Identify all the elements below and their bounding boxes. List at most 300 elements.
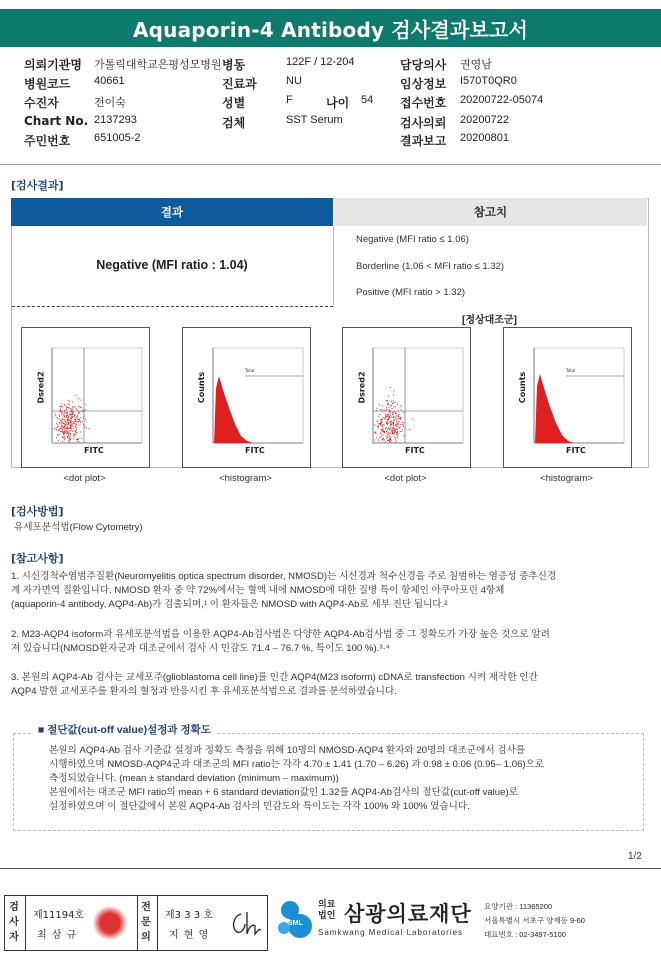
scatter-dot [61, 403, 62, 404]
scatter-dot [78, 413, 79, 414]
scatter-dot [78, 406, 79, 407]
scatter-dot [72, 409, 73, 410]
org-english: Samkwang Medical Laboratories [318, 928, 464, 937]
age-value: 54 [361, 94, 374, 106]
scatter-dot [403, 435, 404, 436]
scatter-dot [395, 402, 396, 403]
scatter-dot [387, 436, 388, 437]
sig-divider-2 [137, 896, 138, 950]
scatter-dot [82, 421, 83, 422]
scatter-dot [376, 408, 377, 409]
scatter-dot [86, 428, 87, 429]
scatter-dot [385, 414, 386, 415]
scatter-dot [74, 406, 75, 407]
receipt-label: 접수번호 [400, 96, 447, 110]
scatter-dot [380, 424, 381, 425]
scatter-dot [395, 417, 396, 418]
scatter-dot [60, 420, 61, 421]
scatter-dot [381, 423, 382, 424]
scatter-dot [75, 414, 76, 415]
id-label: 주민번호 [24, 134, 71, 148]
scatter-dot [73, 435, 74, 436]
scatter-dot [381, 434, 382, 435]
scatter-dot [391, 417, 392, 418]
scatter-dot [70, 408, 71, 409]
scatter-dot [398, 411, 399, 412]
reference-positive: Positive (MFI ratio > 1.32) [356, 287, 466, 298]
scatter-dot [399, 427, 400, 428]
hospital-code-label: 병원코드 [24, 77, 71, 91]
plot3-ylabel: Dsred2 [357, 371, 367, 404]
scatter-dot [389, 414, 390, 415]
scatter-dot [377, 420, 378, 421]
scatter-dot [398, 415, 399, 416]
method-section-title: [검사방법] [11, 505, 64, 518]
scatter-dot [400, 431, 401, 432]
plot4-xlabel: FITC [566, 446, 586, 455]
scatter-dot [388, 428, 389, 429]
scatter-dot [397, 437, 398, 438]
scatter-dot [401, 406, 402, 407]
scatter-dot [74, 406, 75, 407]
scatter-dot [71, 410, 72, 411]
header-divider [0, 164, 661, 165]
report-label: 결과보고 [400, 134, 447, 148]
scatter-dot [391, 436, 392, 437]
scatter-dot [56, 429, 57, 430]
scatter-dot [383, 435, 384, 436]
scatter-dot [394, 420, 395, 421]
scatter-dot [386, 409, 387, 410]
sex-label: 성별 [222, 96, 246, 110]
scatter-dot [388, 419, 389, 420]
scatter-dot [71, 417, 72, 418]
scatter-dot [388, 409, 389, 410]
scatter-dot [78, 412, 79, 413]
chart-value: 2137293 [94, 114, 137, 126]
note1-line3: (aquaporin-4 antibody, AQP4-Ab)가 검출되며,¹ 이 환자들은 NMOSD with AQP4-Ab로 세부 진단 됩니다.² [11, 599, 448, 610]
scatter-dot [398, 414, 399, 415]
scatter-dot [395, 442, 396, 443]
request-value: 20200722 [460, 114, 509, 126]
scatter-dot [387, 404, 388, 405]
scatter-dot [62, 426, 63, 427]
scatter-dot [67, 418, 68, 419]
scatter-dot [381, 429, 382, 430]
scatter-dot [393, 428, 394, 429]
scatter-dot [386, 407, 387, 408]
scatter-dot [66, 413, 67, 414]
scatter-dot [55, 413, 56, 414]
scatter-dot [390, 438, 391, 439]
scatter-dot [64, 416, 65, 417]
report-value: 20200801 [460, 132, 509, 144]
scatter-dot [64, 410, 65, 411]
scatter-dot [73, 411, 74, 412]
scatter-dot [75, 424, 76, 425]
scatter-dot [395, 431, 396, 432]
result-dash-line [12, 306, 333, 307]
scatter-dot [74, 416, 75, 417]
scatter-dot [404, 422, 405, 423]
note-2 [11, 628, 651, 656]
clinical-value: I570T0QR0 [460, 75, 517, 87]
scatter-dot [386, 422, 387, 423]
scatter-dot [377, 421, 378, 422]
scatter-dot [76, 432, 77, 433]
scatter-dot [390, 412, 391, 413]
scatter-dot [84, 427, 85, 428]
scatter-dot [72, 426, 73, 427]
plot4-ylabel: Counts [518, 371, 528, 404]
scatter-dot [377, 426, 378, 427]
scatter-dot [75, 430, 76, 431]
scatter-dot [389, 430, 390, 431]
cutoff-text [49, 744, 644, 814]
scatter-dot [70, 422, 71, 423]
scatter-dot [59, 416, 60, 417]
scatter-dot [64, 430, 65, 431]
scatter-dot [391, 405, 392, 406]
scatter-dot [390, 421, 391, 422]
scatter-dot [72, 401, 73, 402]
scatter-dot [83, 418, 84, 419]
scatter-dot [384, 410, 385, 411]
specimen-label: 검체 [222, 116, 246, 130]
scatter-dot [395, 429, 396, 430]
scatter-dot [393, 427, 394, 428]
cutoff-line3: 측정되었습니다. (mean ± standard deviation (minimum – maximum)) [49, 773, 339, 784]
scatter-dot [81, 411, 82, 412]
scatter-dot [80, 406, 81, 407]
scatter-dot [392, 414, 393, 415]
cutoff-title: ■ 절단값(cut-off value)설정과 정확도 [32, 722, 217, 737]
ward-value: 122F / 12-204 [286, 56, 355, 68]
scatter-dot [382, 431, 383, 432]
scatter-dot [59, 429, 60, 430]
table-divider [333, 226, 334, 306]
scatter-dot [401, 409, 402, 410]
scatter-dot [69, 441, 70, 442]
scatter-dot [389, 429, 390, 430]
scatter-dot [386, 427, 387, 428]
scatter-dot [402, 424, 403, 425]
scatter-dot [70, 430, 71, 431]
scatter-dot [65, 421, 66, 422]
scatter-dot [54, 428, 55, 429]
scatter-dot [391, 431, 392, 432]
scatter-dot [391, 420, 392, 421]
scatter-dot [67, 420, 68, 421]
scatter-dot [73, 421, 74, 422]
scatter-dot [75, 434, 76, 435]
scatter-dot [63, 432, 64, 433]
scatter-dot [383, 424, 384, 425]
scatter-dot [72, 417, 73, 418]
scatter-dot [390, 387, 391, 388]
scatter-dot [58, 440, 59, 441]
scatter-dot [402, 422, 403, 423]
contact-line3: 대표번호 : 02-3497-5100 [484, 930, 566, 939]
scatter-dot [70, 425, 71, 426]
scatter-dot [65, 417, 66, 418]
scatter-dot [385, 415, 386, 416]
scatter-dot [390, 422, 391, 423]
scatter-dot [73, 433, 74, 434]
scatter-dot [395, 406, 396, 407]
scatter-dot [396, 415, 397, 416]
scatter-dot [66, 415, 67, 416]
scatter-dot [61, 424, 62, 425]
scatter-dot [397, 426, 398, 427]
scatter-dot [376, 410, 377, 411]
scatter-dot [59, 434, 60, 435]
scatter-dot [403, 412, 404, 413]
scatter-dot [382, 406, 383, 407]
scatter-dot [390, 427, 391, 428]
scatter-dot [391, 440, 392, 441]
reference-header: 참고치 [334, 198, 647, 226]
scatter-dot [63, 437, 64, 438]
svg-text:Total: Total [566, 368, 576, 373]
reviewer-label: 전문의 [141, 902, 151, 943]
scatter-dot [393, 400, 394, 401]
cutoff-line2: 시행하였으며 NMOSD-AQP4군과 대조군의 MFI ratio는 각각 4.70 ± 1.41 (1.70 – 6.26) 과 0.98 ± 0.06 (0.95– 1.06)으로 [49, 759, 545, 770]
examiner-name: 최 삼 규 [37, 930, 78, 941]
scatter-dot [62, 431, 63, 432]
scatter-dot [398, 424, 399, 425]
doctor-value: 권영남 [460, 59, 492, 71]
scatter-dot [78, 439, 79, 440]
result-header: 결과 [11, 198, 333, 226]
reviewer-license: 제3 3 3 호 [165, 910, 213, 921]
scatter-dot [69, 428, 70, 429]
scatter-dot [374, 440, 375, 441]
scatter-dot [67, 428, 68, 429]
scatter-dot [71, 428, 72, 429]
scatter-dot [394, 411, 395, 412]
id-value: 651005-2 [94, 132, 141, 144]
plot3-xlabel: FITC [405, 446, 425, 455]
scatter-dot [379, 437, 380, 438]
receipt-value: 20200722-05074 [460, 94, 544, 106]
plot3-caption: <dot plot> [384, 473, 427, 484]
scatter-dot [77, 421, 78, 422]
sml-logo-icon [276, 898, 314, 940]
clinical-label: 임상정보 [400, 77, 447, 91]
scatter-dot [74, 436, 75, 437]
scatter-dot [89, 428, 90, 429]
scatter-dot [390, 433, 391, 434]
scatter-dot [396, 424, 397, 425]
scatter-dot [79, 412, 80, 413]
scatter-dot [78, 419, 79, 420]
scatter-dot [80, 432, 81, 433]
scatter-dot [76, 409, 77, 410]
scatter-dot [63, 434, 64, 435]
scatter-dot [390, 415, 391, 416]
method-text: 유세포분석법(Flow Cytometry) [14, 522, 143, 533]
scatter-dot [64, 428, 65, 429]
scatter-dot [73, 428, 74, 429]
contact-line1: 요양기관 : 11365200 [484, 902, 553, 911]
scatter-dot [73, 431, 74, 432]
scatter-dot [60, 428, 61, 429]
scatter-dot [68, 416, 69, 417]
scatter-dot [395, 439, 396, 440]
scatter-dot [392, 432, 393, 433]
scatter-dot [398, 423, 399, 424]
scatter-dot [75, 421, 76, 422]
scatter-dot [396, 412, 397, 413]
scatter-dot [80, 422, 81, 423]
scatter-dot [67, 415, 68, 416]
plot2-xlabel: FITC [245, 446, 265, 455]
scatter-dot [63, 427, 64, 428]
scatter-dot [69, 419, 70, 420]
org-prefix [318, 900, 335, 922]
scatter-dot [76, 423, 77, 424]
scatter-dot [70, 420, 71, 421]
scatter-dot [399, 418, 400, 419]
scatter-dot [393, 395, 394, 396]
org-prefix-top: 의료 [318, 900, 336, 910]
scatter-dot [392, 408, 393, 409]
scatter-dot [56, 423, 57, 424]
scatter-dot [70, 414, 71, 415]
reference-negative: Negative (MFI ratio ≤ 1.06) [356, 234, 469, 245]
scatter-dot [387, 400, 388, 401]
scatter-dot [63, 413, 64, 414]
scatter-dot [397, 441, 398, 442]
scatter-dot [57, 424, 58, 425]
footer-divider [0, 868, 661, 869]
scatter-dot [62, 423, 63, 424]
scatter-dot [77, 439, 78, 440]
note-1 [11, 570, 651, 612]
patient-label: 수진자 [24, 96, 59, 110]
scatter-dot [389, 436, 390, 437]
scatter-dot [77, 441, 78, 442]
scatter-dot [60, 409, 61, 410]
scatter-dot [398, 427, 399, 428]
scatter-dot [378, 416, 379, 417]
plot-histogram-control [503, 327, 632, 468]
scatter-dot [383, 429, 384, 430]
scatter-dot [394, 416, 395, 417]
contact-line2: 서울특별시 서초구 양재동 9-60 [484, 916, 585, 925]
scatter-dot [59, 422, 60, 423]
scatter-dot [385, 441, 386, 442]
scatter-dot [66, 409, 67, 410]
scatter-dot [412, 419, 413, 420]
scatter-dot [396, 432, 397, 433]
scatter-dot [395, 424, 396, 425]
scatter-dot [57, 418, 58, 419]
scatter-dot [394, 391, 395, 392]
dept-label: 진료과 [222, 77, 257, 91]
scatter-dot [61, 428, 62, 429]
sex-value: F [286, 94, 293, 106]
logo-badge: SML [288, 920, 303, 927]
scatter-dot [383, 417, 384, 418]
signature-box [4, 895, 268, 951]
scatter-dot [61, 411, 62, 412]
scatter-dot [77, 416, 78, 417]
scatter-dot [56, 437, 57, 438]
scatter-dot [70, 434, 71, 435]
scatter-dot [395, 438, 396, 439]
scatter-dot [396, 419, 397, 420]
plot1-ylabel: Dsred2 [36, 371, 46, 404]
scatter-dot [75, 431, 76, 432]
scatter-dot [71, 423, 72, 424]
scatter-dot [386, 419, 387, 420]
scatter-dot [402, 429, 403, 430]
scatter-dot [83, 424, 84, 425]
plot2-caption: <histogram> [219, 473, 272, 484]
note3-line2: AQP4 발현 교세포주를 환자의 혈청과 반응시킨 후 유세포분석법으로 결과를 분석하였습니다. [11, 686, 397, 697]
scatter-dot [387, 429, 388, 430]
scatter-dot [64, 436, 65, 437]
result-value: Negative (MFI ratio : 1.04) [96, 258, 248, 272]
scatter-dot [67, 437, 68, 438]
doctor-label: 담당의사 [400, 58, 447, 72]
scatter-dot [389, 417, 390, 418]
scatter-dot [67, 436, 68, 437]
scatter-dot [68, 404, 69, 405]
specimen-value: SST Serum [286, 114, 343, 126]
scatter-dot [73, 438, 74, 439]
scatter-dot [397, 435, 398, 436]
request-label: 검사의뢰 [400, 116, 447, 130]
scatter-dot [389, 439, 390, 440]
plot1-xlabel: FITC [84, 446, 104, 455]
scatter-dot [385, 436, 386, 437]
scatter-dot [68, 433, 69, 434]
scatter-dot [401, 431, 402, 432]
scatter-dot [388, 404, 389, 405]
scatter-dot [392, 433, 393, 434]
plot-dot-patient [21, 327, 150, 468]
scatter-dot [71, 420, 72, 421]
scatter-dot [69, 437, 70, 438]
scatter-dot [384, 439, 385, 440]
scatter-dot [69, 438, 70, 439]
scatter-dot [71, 411, 72, 412]
scatter-dot [395, 419, 396, 420]
scatter-dot [387, 434, 388, 435]
cutoff-line5: 설정하였으며 이 절단값에서 본원 AQP4-Ab 검사의 민감도와 특이도는 각각 100% 와 100% 였습니다. [49, 801, 470, 812]
scatter-dot [60, 422, 61, 423]
scatter-dot [397, 431, 398, 432]
scatter-dot [387, 410, 388, 411]
signature-graphic [227, 908, 263, 938]
scatter-dot [382, 419, 383, 420]
scatter-dot [70, 438, 71, 439]
scatter-dot [70, 439, 71, 440]
scatter-dot [384, 431, 385, 432]
scatter-dot [81, 400, 82, 401]
scatter-dot [388, 422, 389, 423]
scatter-dot [394, 430, 395, 431]
scatter-dot [68, 407, 69, 408]
scatter-dot [393, 425, 394, 426]
scatter-dot [382, 430, 383, 431]
scatter-dot [56, 427, 57, 428]
report-title: Aquaporin-4 Antibody 검사결과보고서 [0, 9, 661, 47]
scatter-dot [67, 431, 68, 432]
